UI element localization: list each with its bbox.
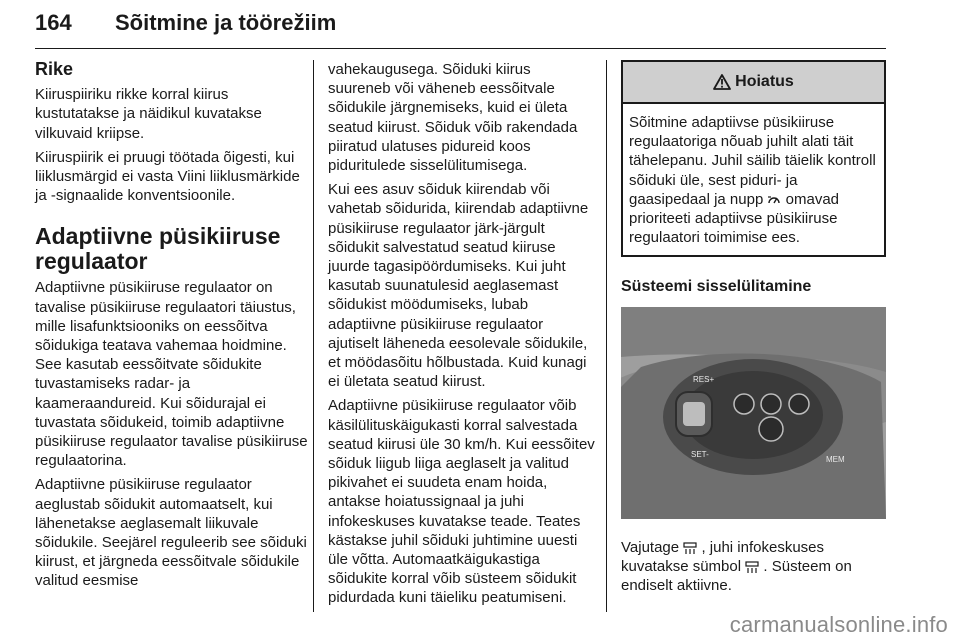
warning-text-b: omavad prioriteeti adaptiivse püsikiiruse regulaatori toimimise ees.: [629, 190, 840, 247]
column-right: [621, 60, 886, 600]
column-middle: [328, 60, 596, 613]
rike-paragraph-1: Kiiruspiiriku rikke korral kiirus kustutatakse ja näidikul kuvatakse vilkuvaid kriipse.: [35, 86, 262, 142]
activation-paragraph: [621, 538, 886, 596]
warning-text-a: Sõitmine adaptiivse püsikiiruse regulaatoriga nõuab juhilt alati täit tähelepanu. Juhil säilib täielik kontroll sõiduki üle, sest piduri- ja gaasipedaal ja nupp: [629, 114, 876, 208]
activation-text-a: Vajutage: [621, 538, 680, 556]
warning-title: Hoiatus: [735, 73, 794, 91]
mem-label: MEM: [826, 454, 845, 464]
rike-paragraph-2: Kiiruspiirik ei pruugi töötada õigesti, kui liiklusmärgid ei vasta Viini liiklusmärkide ja -signaalide konventsioonile.: [35, 148, 300, 205]
col2-paragraph-2: Kui ees asuv sõiduk kiirendab või vahetab sõidurida, kiirendab adaptiivne püsikiiruse regulaator järk-järgult sõidukit salvestatud seatud kiiruse juurde tagasipöördumiseks. Kui juht kasutab suunatulesid aeglasemast sõidukist möödumiseks, lubab adaptiivne püsikiiruse regulaator ajutiselt läheneda eesolevale sõidukile, et möödasõitu hõlbustada. Kuid kunagi ei ületata seatud kiirust.: [328, 181, 589, 391]
acc-heading: Adaptiivne püsikiiruse regulaator: [35, 223, 281, 275]
warning-body: [623, 104, 884, 255]
acc-symbol-icon: [683, 541, 697, 555]
activation-heading: Süsteemi sisselülitamine: [621, 278, 812, 296]
col2-paragraph-3: Adaptiivne püsikiiruse regulaator võib käsilülituskäigukasti korral salvestada seatud kiirusi üle 30 km/h. Kui eessõitev sõiduk liigub liiga aeglaselt ja valitud pikivahet ei suudeta enam hoida, antakse hoiatussignaal ja juhi infokeskuses kuvatakse teade. Teates kästakse juhil sõiduki juhtimine uuesti üle võtta. Automaatkäigukastiga sõidukite korral võib süsteem sõidukit pidurdada kuni täieliku peatumiseni.: [328, 397, 595, 607]
page-header: [35, 0, 886, 49]
watermark: carmanualsonline.info: [729, 612, 948, 637]
acc-indicator-icon: [745, 560, 759, 574]
steering-wheel-controls-photo: [621, 307, 886, 519]
warning-box: [621, 60, 886, 257]
chapter-title: Sõitmine ja töörežiim: [115, 10, 337, 35]
activation-text-c: . Süsteem on endiselt aktiivne.: [621, 558, 852, 595]
rike-heading: Rike: [35, 59, 74, 79]
acc-paragraph-2: Adaptiivne püsikiiruse regulaator aeglustab sõidukit automaatselt, kui lähenetakse aeglasemalt liikuvale sõidukile. Seejärel reguleerib see sõiduki kiirust, et järgneda eessõitvale sõidukile valitud eesmise: [35, 476, 307, 590]
column-divider-1: [313, 60, 314, 612]
activation-text-b: , juhi infokeskuses kuvatakse sümbol: [621, 538, 825, 576]
res-label: RES+: [693, 374, 715, 384]
column-divider-2: [606, 60, 607, 612]
set-label: SET-: [691, 449, 709, 459]
warning-header: [623, 62, 884, 104]
column-left: [35, 60, 310, 596]
page-number: 164: [35, 10, 72, 35]
col2-paragraph-1: vahekaugusega. Sõiduki kiirus suureneb või väheneb eessõitvale sõidukile järgnemiseks, kuid ei ületa seatud kiirust. Sõiduk võib rakendada piiratud ulatuses pidureid koos piduritulede sisselülitumisega.: [328, 61, 578, 175]
acc-paragraph-1: Adaptiivne püsikiiruse regulaator on tavalise püsikiiruse regulaatori täiustus, mille lisafunktsiooniks on eessõitva sõidukiga teatava vahemaa hoidmine. See kasutab eessõitvate sõidukite tuvastamiseks radar- ja kaameraandureid. Kui sõidurajal ei tuvastata sõidukeid, toimib adaptiivne püsikiiruse regulaator tavalise püsikiiruse regulaatorina.: [35, 279, 308, 470]
warning-triangle-icon: [713, 74, 731, 90]
cruise-control-icon: [767, 193, 781, 207]
